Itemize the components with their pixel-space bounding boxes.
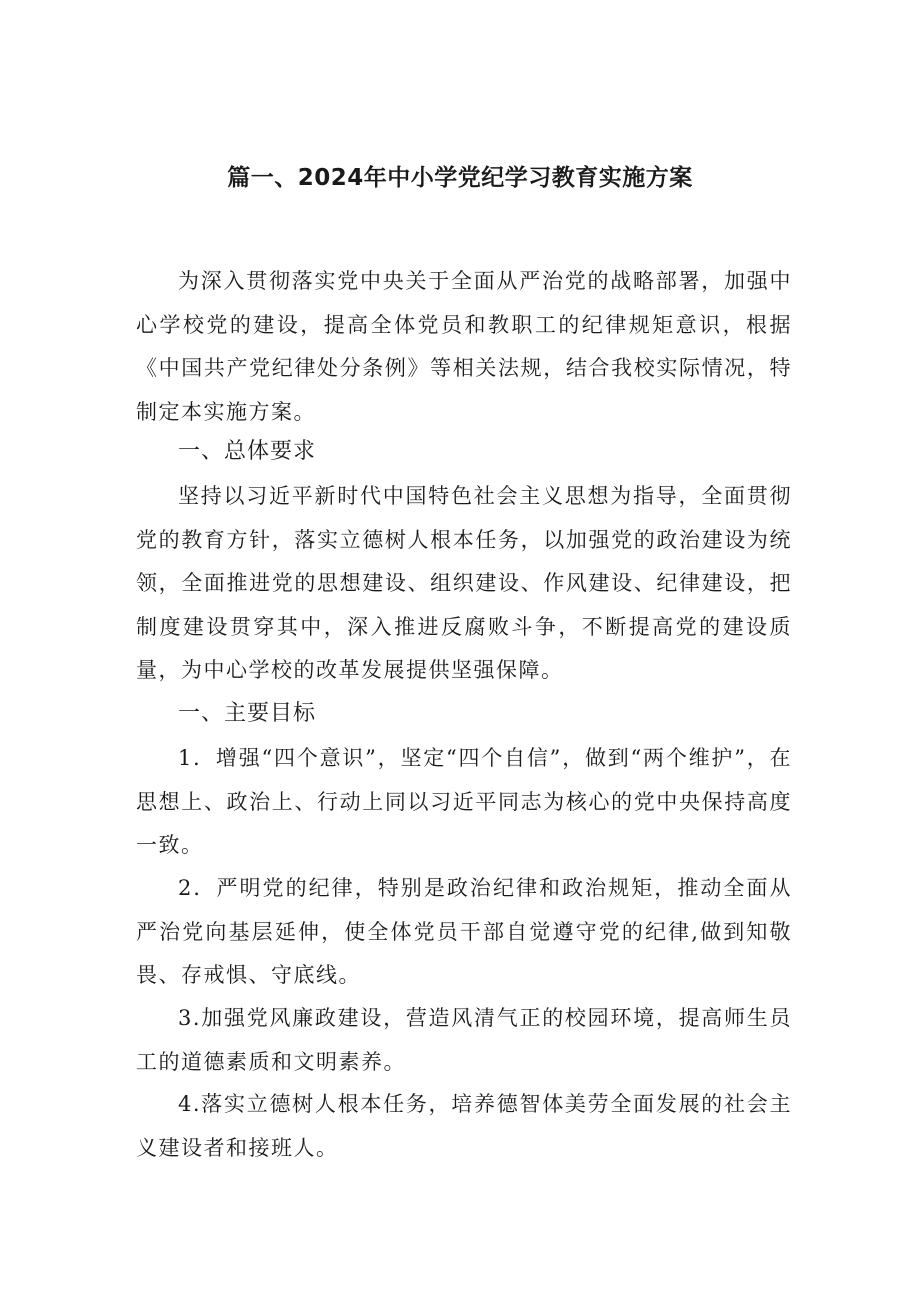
document-title: 篇一、2024年中小学党纪学习教育实施方案 <box>227 165 693 191</box>
general-requirements-paragraph: 坚持以习近平新时代中国特色社会主义思想为指导，全面贯彻党的教育方针，落实立德树人根本任务，以加强党的政治建设为统领，全面推进党的思想建设、组织建设、作风建设、纪律建设，把制度建设贯穿其中，深入推进反腐败斗争，不断提高党的建设质量，为中心学校的改革发展提供坚强保障。 <box>136 484 792 682</box>
intro-paragraph: 为深入贯彻落实党中央关于全面从严治党的战略部署，加强中心学校党的建设，提高全体党员和教职工的纪律规矩意识，根据《中国共产党纪律处分条例》等相关法规，结合我校实际情况，特制定本实施方案。 <box>136 269 792 424</box>
section-heading-general-requirements: 一、总体要求 <box>178 439 317 464</box>
goal-item-1: 1．增强“四个意识”，坚定“四个自信”，做到“两个维护”，在思想上、政治上、行动上同以习近平同志为核心的党中央保持高度一致。 <box>136 746 792 857</box>
goal-item-2: 2．严明党的纪律，特别是政治纪律和政治规矩，推动全面从严治党向基层延伸，使全体党员干部自觉遵守党的纪律,做到知敬畏、存戒惧、守底线。 <box>136 876 792 987</box>
goal-item-4: 4.落实立德树人根本任务，培养德智体美劳全面发展的社会主义建设者和接班人。 <box>136 1092 792 1160</box>
goal-item-3: 3.加强党风廉政建设，营造风清气正的校园环境，提高师生员工的道德素质和文明素养。 <box>136 1006 792 1074</box>
section-heading-main-goals: 一、主要目标 <box>178 701 317 726</box>
